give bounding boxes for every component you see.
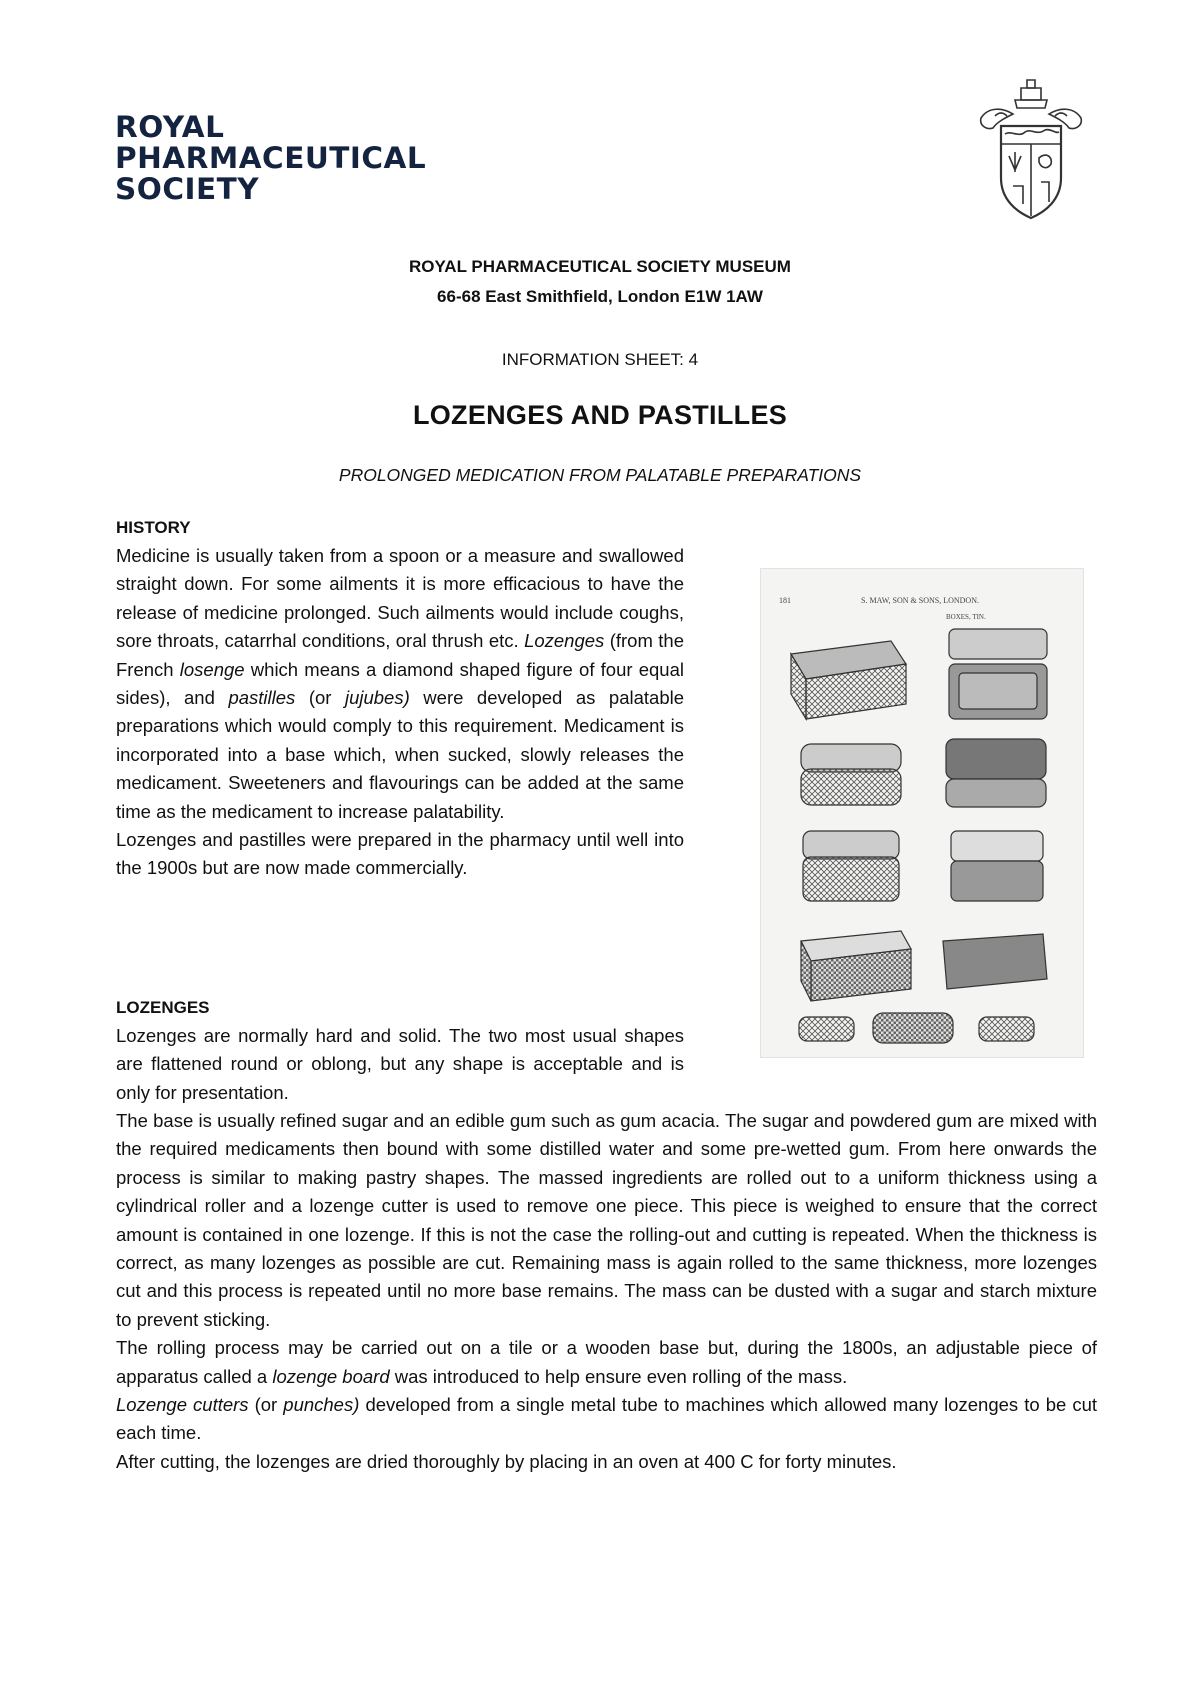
term-lozenge-board: lozenge board (272, 1365, 390, 1387)
history-section (116, 542, 684, 883)
lozenges-paragraph-1: Lozenges are normally hard and solid. The two most usual shapes are flattened round or oblong, but any shape is acceptable and is only for presentation. (116, 1025, 684, 1103)
lozenges-text: developed from a single metal tube to machines which allowed many lozenges to be cut each time. (116, 1394, 1098, 1444)
history-text: were developed as palatable preparations which would comply to this requirement. Medicament is incorporated into a base which, when sucked, slowly releases the medicament. Sweeteners and flavourings can be added at the same time as the medicament to increase palatability. (116, 687, 685, 822)
information-sheet-number: INFORMATION SHEET: 4 (501, 350, 699, 369)
logo-line-2: PHARMACEUTICAL (115, 141, 427, 175)
museum-address: 66-68 East Smithfield, London E1W 1AW (437, 287, 763, 306)
page-title: LOZENGES AND PASTILLES (412, 400, 788, 430)
catalogue-plate-image (760, 568, 1084, 1058)
plate-caption-sub: BOXES, TIN. (946, 613, 986, 621)
term-jujubes: jujubes) (344, 687, 410, 709)
plate-page-number: 181 (779, 596, 791, 605)
lozenges-paragraph-2: The base is usually refined sugar and an edible gum such as gum acacia. The sugar and powdered gum are mixed with the required medicaments then bound with some distilled water and some pre-wetted gum. From here onwards the process is similar to making pastry shapes. The massed ingredients are rolled out to a uniform thickness using a cylindrical roller and a lozenge cutter is used to remove one piece. This piece is weighed to ensure that the correct amount is contained in one lozenge. If this is not the case the rolling-out and cutting is repeated. When the thickness is correct, as many lozenges as possible are cut. Remaining mass is again rolled to the same thickness, more lozenges cut and this process is repeated until no more base remains. The mass can be dusted with a sugar and starch mixture to prevent sticking. (116, 1110, 1097, 1330)
term-pastilles: pastilles (228, 687, 296, 709)
coat-of-arms-icon (975, 78, 1087, 220)
lozenges-intro (116, 1022, 684, 1107)
history-text: (from the French (116, 630, 684, 680)
lozenges-text: The rolling process may be carried out on a tile or a wooden base but, during the 1800s, an adjustable piece of apparatus called a (116, 1337, 1097, 1387)
lozenges-paragraph-5: After cutting, the lozenges are dried thoroughly by placing in an oven at 400 C for forty minutes. (116, 1450, 897, 1472)
logo-line-3: SOCIETY (115, 172, 260, 206)
history-paragraph-1 (116, 542, 684, 826)
page-subtitle: PROLONGED MEDICATION FROM PALATABLE PREPARATIONS (338, 465, 862, 485)
lozenges-paragraph-4 (116, 1391, 1097, 1448)
term-lozenge-cutters: Lozenge cutters (116, 1394, 249, 1416)
lozenges-heading: LOZENGES (116, 998, 210, 1017)
history-paragraph-2: Lozenges and pastilles were prepared in the pharmacy until well into the 1900s but are now made commercially. (116, 829, 684, 879)
logo-line-1: ROYAL (115, 110, 225, 144)
term-losenge: losenge (179, 658, 245, 680)
society-logo (115, 112, 426, 205)
lozenges-text: (or (248, 1394, 284, 1416)
term-punches: punches) (283, 1394, 360, 1416)
tin-boxes (791, 629, 1047, 1043)
plate-caption-header: S. MAW, SON & SONS, LONDON. (861, 596, 979, 605)
lozenges-paragraph-3 (116, 1334, 1097, 1391)
term-lozenges: Lozenges (524, 630, 605, 652)
history-heading: HISTORY (116, 518, 191, 537)
history-text: Medicine is usually taken from a spoon or a measure and swallowed straight down. For some ailments it is more efficacious to have the release of medicine prolonged. Such ailments would include coughs, sore throats, catarrhal conditions, oral thrush etc. (116, 545, 684, 652)
tin-boxes-illustration (761, 569, 1083, 1057)
history-text: which means a diamond shaped figure of four equal sides), and (116, 658, 684, 709)
lozenges-text: was introduced to help ensure even rolling of the mass. (389, 1365, 848, 1387)
museum-name: ROYAL PHARMACEUTICAL SOCIETY MUSEUM (409, 257, 791, 276)
history-text: (or (295, 687, 345, 709)
lozenges-section (116, 1107, 1097, 1476)
